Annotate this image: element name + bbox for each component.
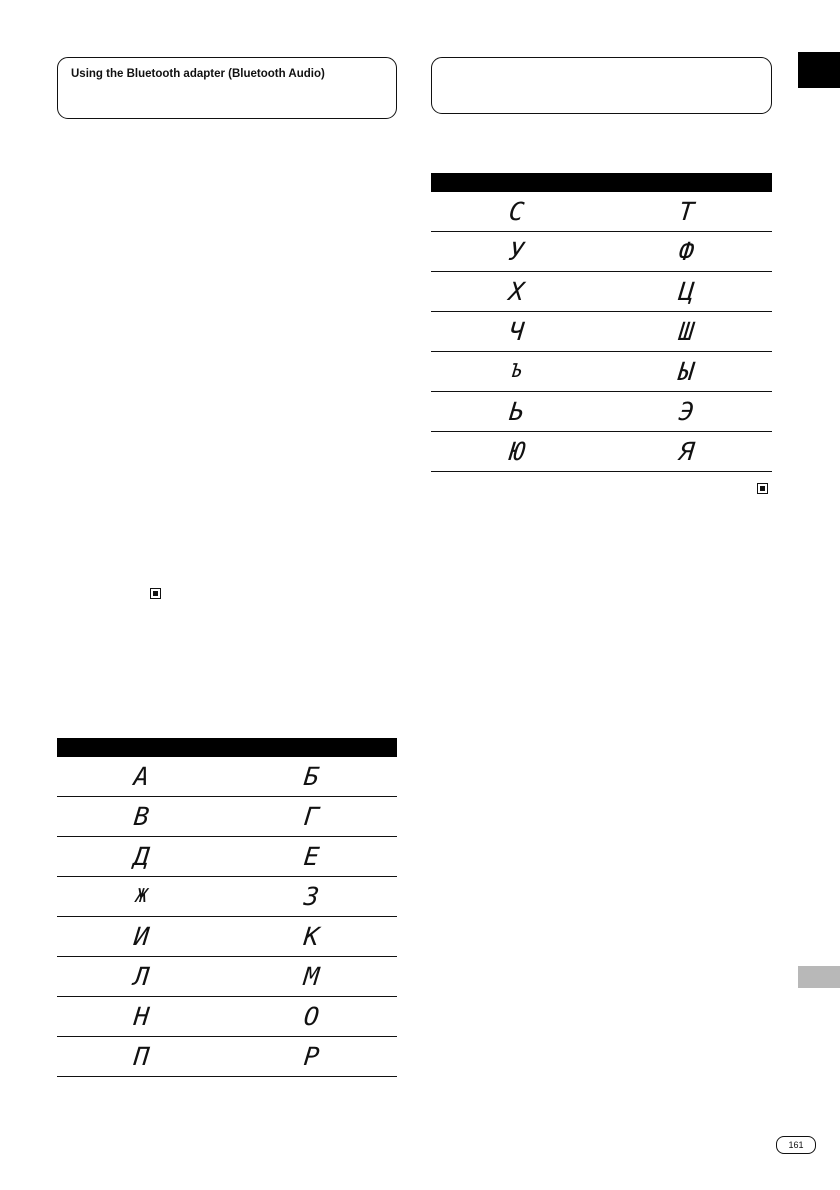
character-glyph: Н [132,1001,152,1031]
character-glyph: Д [132,841,152,871]
table-cell [431,272,602,312]
table-cell [602,232,773,272]
right-heading-text [432,58,771,67]
table-row [57,957,397,997]
character-glyph: Э [677,396,696,426]
left-heading-box [57,57,397,119]
character-glyph: Ч [507,316,526,346]
table-row [431,432,772,472]
table-cell [602,352,773,392]
right-end-of-section-marker [757,481,768,499]
table-cell [57,1037,227,1077]
character-glyph: Ы [677,356,696,386]
character-glyph: Б [302,761,322,791]
table-cell [227,877,397,917]
table-row [431,272,772,312]
table-header-bar [431,173,772,192]
character-glyph: О [302,1001,322,1031]
character-glyph: Р [302,1041,322,1071]
table-cell [57,837,227,877]
end-of-section-icon [150,588,161,599]
cyrillic-character-table-left [57,738,397,1077]
character-glyph: П [132,1041,152,1071]
table-cell [227,957,397,997]
section-tab-gray [798,966,840,988]
table-row [57,917,397,957]
table-row [431,392,772,432]
table-cell [602,392,773,432]
table-header-cell [431,173,772,192]
table-cell [431,392,602,432]
character-glyph: В [132,801,152,831]
table-row [431,312,772,352]
table-cell [227,757,397,797]
end-of-section-icon [757,483,768,494]
character-glyph: Ц [677,276,696,306]
table-cell [431,232,602,272]
table-cell [602,272,773,312]
table-row [57,997,397,1037]
character-glyph: З [302,881,322,911]
section-tab-black [798,52,840,88]
character-glyph: Ю [507,436,526,466]
table-cell [227,997,397,1037]
table-header-bar [57,738,397,757]
table-cell [227,1037,397,1077]
character-glyph: Ь [507,396,526,426]
character-glyph: Я [677,436,696,466]
character-glyph: Ш [677,316,696,346]
character-glyph: К [302,921,322,951]
table-cell [57,957,227,997]
table-row [57,837,397,877]
table-cell [227,917,397,957]
character-glyph: Л [132,961,152,991]
character-glyph: Ж [135,884,149,907]
table-cell [227,837,397,877]
character-glyph: Ъ [509,359,524,382]
character-glyph: С [507,196,526,226]
table-row [431,232,772,272]
table-cell [57,997,227,1037]
table-cell [57,917,227,957]
table-cell [57,797,227,837]
right-heading-box [431,57,772,114]
table-cell [602,312,773,352]
character-glyph: Г [302,801,322,831]
table-row [57,1037,397,1077]
table-row [57,757,397,797]
cyrillic-character-table-right [431,173,772,472]
table-cell [431,192,602,232]
character-glyph: Е [302,841,322,871]
left-heading-text: Using the Bluetooth adapter (Bluetooth Audio) [71,68,325,80]
table-cell [431,432,602,472]
table-cell [602,192,773,232]
character-glyph: Ф [677,236,696,266]
character-glyph: У [507,236,526,266]
table-cell [431,352,602,392]
table-cell [57,877,227,917]
page-number: 161 [776,1136,816,1154]
table-cell [602,432,773,472]
table-cell [431,312,602,352]
character-glyph: А [132,761,152,791]
character-glyph: И [132,921,152,951]
table-cell [57,757,227,797]
table-row [57,877,397,917]
table-row [431,192,772,232]
character-glyph: Т [677,196,696,226]
table-header-cell [57,738,397,757]
table-row [431,352,772,392]
table-cell [227,797,397,837]
table-row [57,797,397,837]
character-glyph: М [302,961,322,991]
character-glyph: Х [507,276,526,306]
left-end-of-section-marker [150,586,161,604]
